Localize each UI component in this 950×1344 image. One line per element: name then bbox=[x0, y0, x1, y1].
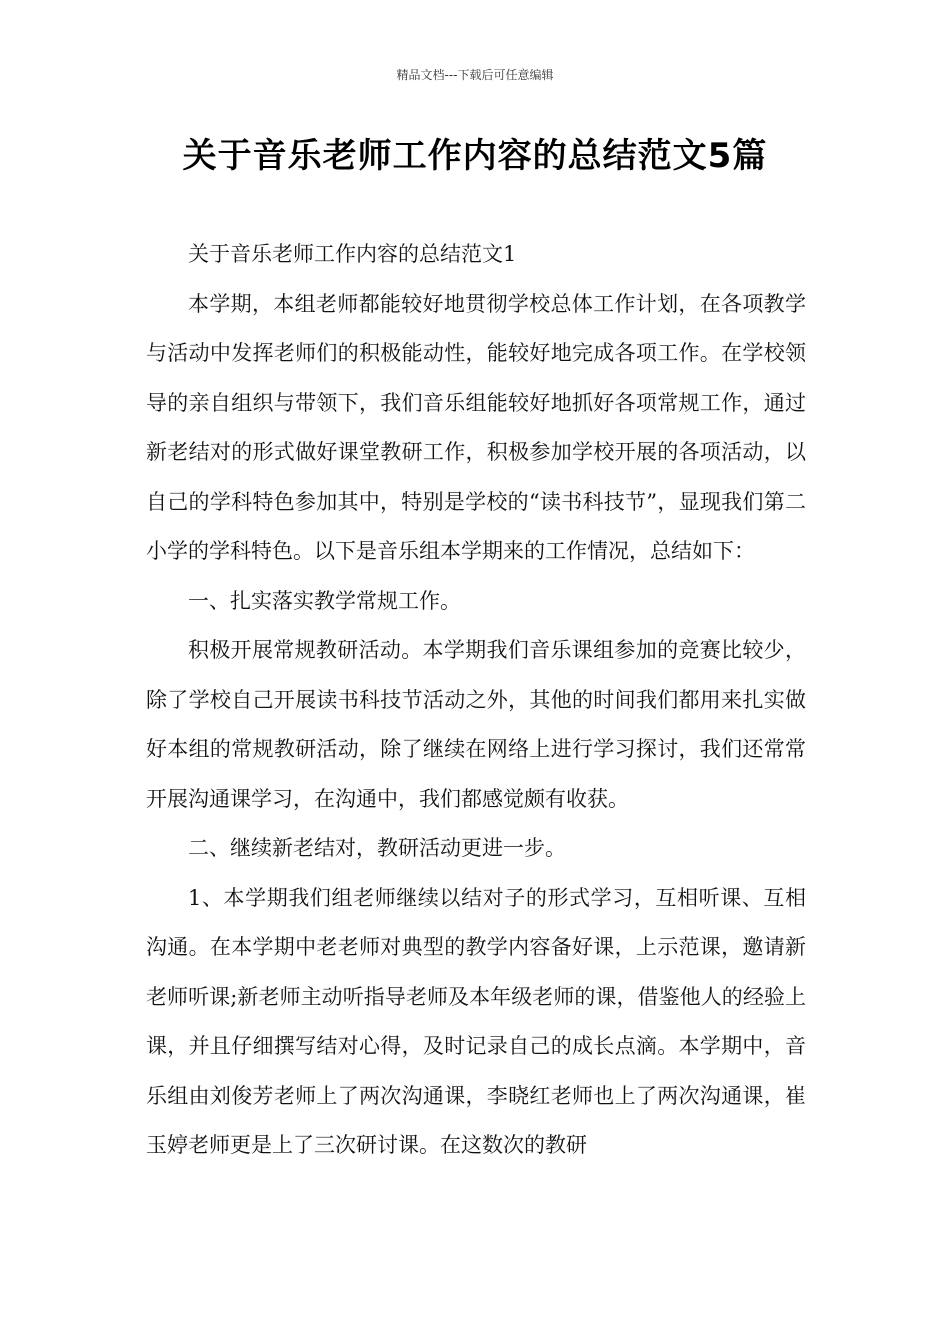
document-title: 关于音乐老师工作内容的总结范文5篇 bbox=[182, 136, 768, 176]
heading-one: 一、扎实落实教学常规工作。 bbox=[188, 588, 461, 613]
header-note: 精品文档---下载后可任意编辑 bbox=[396, 68, 554, 82]
section-subtitle: 关于音乐老师工作内容的总结范文1 bbox=[188, 242, 517, 266]
paragraph-mentoring: 1、本学期我们组老师继续以结对子的形式学习，互相听课、互相沟通。在本学期中老老师对典型的教学内容备好课，上示范课，邀请新老师听课;新老师主动听指导老师及本年级老师的课，借鉴他人的经验上课，并且仔细撰写结对心得，及时记录自己的成长点滴。本学期中，音乐组由刘俊芳老师上了两次沟通课，李晓红老师也上了两次沟通课，崔玉婷老师更是上了三次研讨课。在这数次的教研 bbox=[146, 885, 806, 1157]
heading-two: 二、继续新老结对，教研活动更进一步。 bbox=[188, 836, 566, 860]
paragraph-teaching-routine: 积极开展常规教研活动。本学期我们音乐课组参加的竞赛比较少，除了学校自己开展读书科技节活动之外，其他的时间我们都用来扎实做好本组的常规教研活动，除了继续在网络上进行学习探讨，我们还常常开展沟通课学习，在沟通中，我们都感觉颇有收获。 bbox=[146, 638, 806, 811]
paragraph-intro: 本学期，本组老师都能较好地贯彻学校总体工作计划，在各项教学与活动中发挥老师们的积极能动性，能较好地完成各项工作。在学校领导的亲自组织与带领下，我们音乐组能较好地抓好各项常规工作，通过新老结对的形式做好课堂教研工作，积极参加学校开展的各项活动，以自己的学科特色参加其中，特别是学校的“读书科技节”，显现我们第二小学的学科特色。以下是音乐组本学期来的工作情况，总结如下： bbox=[146, 291, 806, 563]
document-body bbox=[146, 230, 806, 1171]
